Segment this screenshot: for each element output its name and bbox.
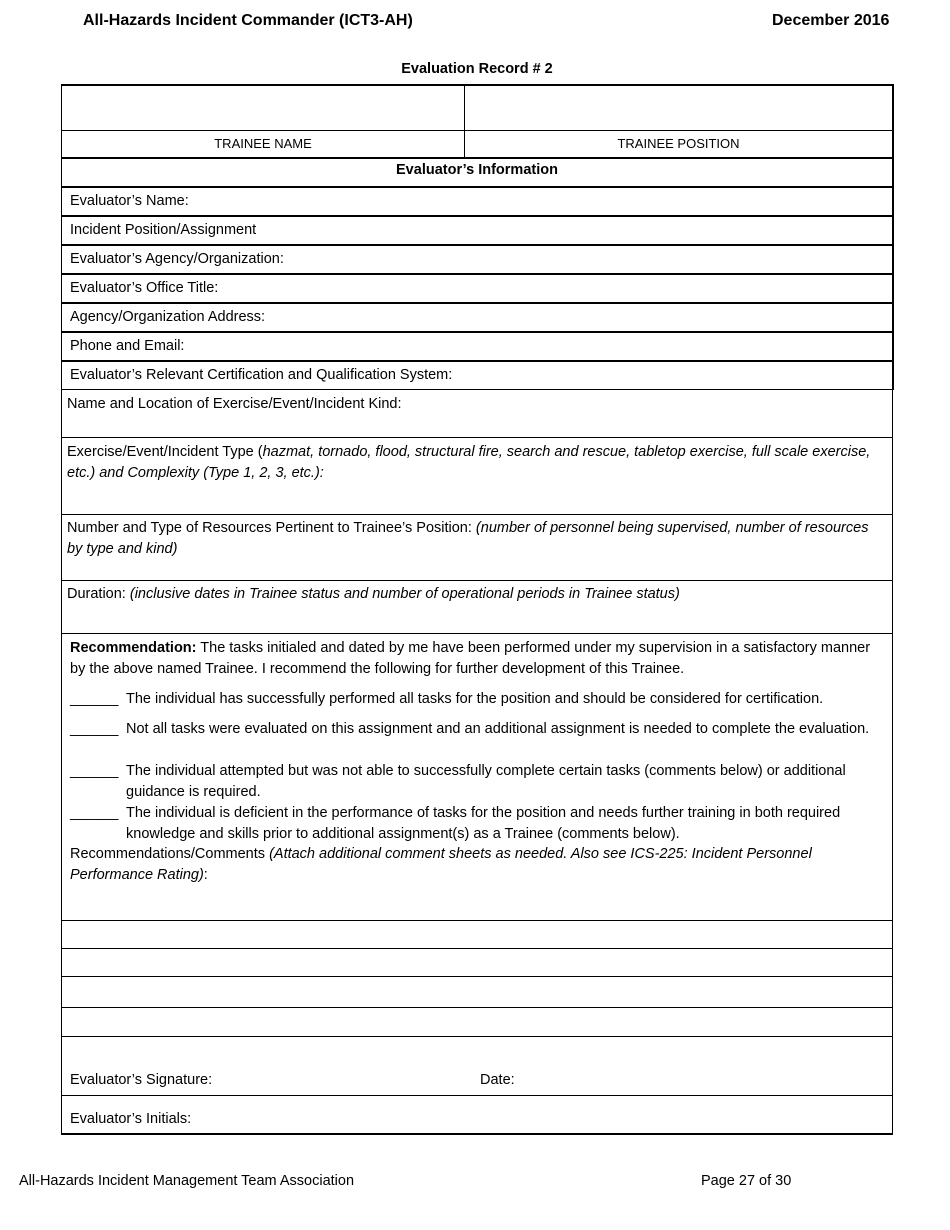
duration-hint: (inclusive dates in Trainee status and number of operational periods in Trainee status) [129,586,680,602]
rule [61,1036,893,1037]
recommendation-intro [70,638,882,680]
agency-address-field[interactable]: Agency/Organization Address: [70,309,266,325]
record-title: Evaluation Record # 2 [401,61,553,77]
recommendation-intro-text: The tasks initialed and dated by me have been performed under my supervision in a satisfactory manner by the above named Trainee. I recommend the following for further development of this Trainee. [70,640,871,677]
exercise-name-location-field[interactable]: Name and Location of Exercise/Event/Incident Kind: [67,396,402,412]
recommendation-option-3[interactable] [70,761,890,803]
evaluator-signature-field[interactable]: Evaluator’s Signature: [70,1072,213,1088]
rule [61,215,893,217]
rule [61,273,893,275]
phone-email-field[interactable]: Phone and Email: [70,338,185,354]
trainee-name-field[interactable] [63,87,463,129]
footer-organization: All-Hazards Incident Management Team Association [19,1173,355,1189]
initial-blank[interactable]: ______ [70,763,119,779]
rule [61,976,893,977]
rule [61,514,893,515]
evaluator-agency-field[interactable]: Evaluator’s Agency/Organization: [70,251,284,267]
recommendation-label: Recommendation: [70,640,197,656]
rule [61,948,893,949]
incident-type-label: Exercise/Event/Incident Type ( [67,444,263,460]
resources-label: Number and Type of Resources Pertinent to Trainee’s Position: [67,520,476,536]
recommendation-option-4[interactable] [70,803,890,845]
duration-label: Duration: [67,586,130,602]
table-right-border-bottom [892,390,893,1134]
document-date: December 2016 [772,12,890,29]
signature-date-field[interactable]: Date: [480,1072,515,1088]
comment-line-2[interactable] [63,950,891,975]
trainee-position-label: TRAINEE POSITION [617,136,740,151]
rule [61,331,893,333]
evaluator-info-heading: Evaluator’s Information [396,162,558,178]
resources-hint: (number of personnel being supervised, number of resources by type and kind) [67,520,869,557]
incident-position-field[interactable]: Incident Position/Assignment [70,222,257,238]
trainee-name-label: TRAINEE NAME [214,136,312,151]
rule [61,633,893,634]
table-left-border [61,84,62,1135]
option-text: Not all tasks were evaluated on this assignment and an additional assignment is needed to complete the evaluation. [126,721,870,737]
rule [61,1007,893,1008]
comments-hint: (Attach additional comment sheets as needed. Also see ICS-225: Incident Personnel Performance Rating) [70,846,812,883]
comments-label [70,844,882,886]
table-bottom-border [61,1133,893,1135]
initial-blank[interactable]: ______ [70,805,119,821]
incident-type-hint: hazmat, tornado, flood, structural fire, search and rescue, tabletop exercise, full scale exercise, etc.) and Complexity (Type 1, 2, 3, etc.): [67,444,871,481]
option-text: The individual is deficient in the performance of tasks for the position and needs further training in both required knowledge and skills prior to additional assignment(s) as a Trainee (comments below). [126,805,841,842]
incident-type-field[interactable] [67,442,885,484]
rule [61,244,893,246]
duration-field[interactable] [67,584,885,605]
rule [61,302,893,304]
rule [61,920,893,921]
recommendation-option-1[interactable] [70,689,890,710]
evaluator-office-title-field[interactable]: Evaluator’s Office Title: [70,280,219,296]
option-text: The individual has successfully performed all tasks for the position and should be considered for certification. [126,691,824,707]
comments-prefix: Recommendations/Comments [70,846,270,862]
resources-field[interactable] [67,518,885,560]
comment-line-4[interactable] [63,1009,891,1035]
table-top-border [61,84,894,86]
recommendation-option-2[interactable] [70,719,890,740]
rule [61,186,893,188]
comments-suffix: : [203,867,208,883]
rule [61,157,893,159]
initial-blank[interactable]: ______ [70,691,119,707]
certification-system-field[interactable]: Evaluator’s Relevant Certification and Qualification System: [70,367,453,383]
option-text: The individual attempted but was not able to successfully complete certain tasks (comments below) or additional guidance is required. [126,763,846,800]
rule [61,389,893,390]
evaluator-initials-field[interactable]: Evaluator’s Initials: [70,1111,192,1127]
rule [61,130,893,131]
evaluator-name-field[interactable]: Evaluator’s Name: [70,193,189,209]
comment-line-3[interactable] [63,978,891,1006]
rule [61,360,893,362]
initial-blank[interactable]: ______ [70,721,119,737]
comment-line-1[interactable] [63,922,891,947]
rule [61,580,893,581]
rule [61,1095,893,1096]
footer-page-number: Page 27 of 30 [701,1173,792,1189]
trainee-position-field[interactable] [466,87,891,129]
rule [61,437,893,438]
document-title: All-Hazards Incident Commander (ICT3-AH) [83,12,413,29]
